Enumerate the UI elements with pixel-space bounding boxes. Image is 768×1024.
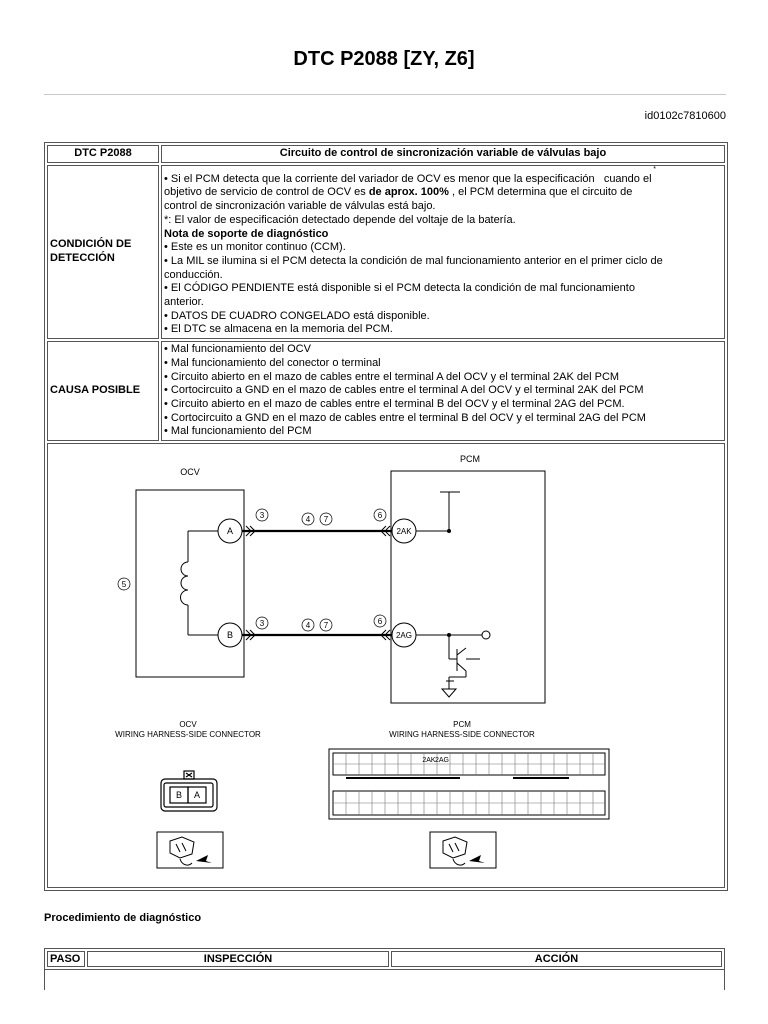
terminal-2ag-label: 2AG bbox=[395, 631, 413, 641]
ocv-connector-view-icon bbox=[157, 832, 223, 868]
callout-7: 7 bbox=[323, 515, 329, 525]
detection-row bbox=[47, 165, 725, 339]
cause-item: • Mal funcionamiento del PCM bbox=[164, 425, 312, 438]
pcm-connector-pin-grid bbox=[333, 753, 605, 815]
ocv-pin-a: A bbox=[193, 790, 201, 801]
document-id: id0102c7810600 bbox=[644, 110, 726, 122]
procedure-header-row bbox=[47, 951, 722, 967]
pcm-pin-2ak: 2AK bbox=[422, 757, 436, 765]
procedure-title: Procedimiento de diagnóstico bbox=[44, 912, 202, 924]
support-note-3a: • El CÓDIGO PENDIENTE está disponible si el PCM detecta la condición de mal funcionamiento bbox=[164, 282, 635, 295]
col-inspection: INSPECCIÓN bbox=[87, 951, 389, 967]
ocv-label: OCV bbox=[180, 467, 200, 478]
ocv-component-box bbox=[136, 490, 244, 677]
support-note-5: • El DTC se almacena en la memoria del PCM. bbox=[164, 323, 393, 336]
cause-item: • Mal funcionamiento del conector o terminal bbox=[164, 356, 381, 369]
support-note-3b: anterior. bbox=[164, 296, 204, 309]
procedure-table-right-edge bbox=[724, 970, 725, 990]
support-note-4: • DATOS DE CUADRO CONGELADO está disponible. bbox=[164, 309, 430, 322]
terminal-2ak-label: 2AK bbox=[396, 527, 412, 537]
cause-item: • Cortocircuito a GND en el mazo de cables entre el terminal A del OCV y el terminal 2AK del PCM bbox=[164, 384, 644, 397]
cause-item: • Cortocircuito a GND en el mazo de cables entre el terminal B del OCV y el terminal 2AG del PCM bbox=[164, 411, 646, 424]
ground-symbol bbox=[442, 689, 456, 697]
callout-5: 5 bbox=[121, 580, 127, 590]
ocv-pin-b: B bbox=[175, 790, 183, 801]
terminal-a-label: A bbox=[226, 526, 234, 537]
pcm-connector-view-icon bbox=[430, 832, 496, 868]
dtc-info-table bbox=[44, 142, 728, 891]
wiring-diagram-cell bbox=[47, 443, 725, 888]
detection-line-3: control de sincronización variable de válvulas está bajo. bbox=[164, 200, 436, 213]
pcm-component-box bbox=[391, 471, 545, 703]
ocv-coil-symbol bbox=[181, 562, 188, 605]
cause-row bbox=[47, 341, 725, 441]
pcm-connector-caption-1: PCM bbox=[453, 720, 471, 730]
callout-6: 6 bbox=[377, 511, 383, 521]
terminal-b-label: B bbox=[226, 630, 234, 641]
procedure-table bbox=[44, 948, 725, 970]
col-step: PASO bbox=[47, 951, 85, 967]
wiring-diagram bbox=[50, 445, 722, 881]
pcm-label: PCM bbox=[460, 454, 480, 465]
support-note-2b: conducción. bbox=[164, 268, 223, 281]
title-divider bbox=[44, 94, 726, 95]
callout-4: 4 bbox=[305, 515, 311, 525]
pcm-pin-2ag: 2AG bbox=[434, 757, 450, 765]
col-action: ACCIÓN bbox=[391, 951, 722, 967]
diagram-row bbox=[47, 443, 725, 888]
detection-content bbox=[161, 165, 725, 339]
detection-line-2: objetivo de servicio de control de OCV es de aprox. 100% , el PCM determina que el circuito de bbox=[164, 186, 633, 199]
detection-label: CONDICIÓN DE DETECCIÓN bbox=[47, 165, 159, 339]
cause-content bbox=[161, 341, 725, 441]
cause-label: CAUSA POSIBLE bbox=[47, 341, 159, 441]
detection-line-1: • Si el PCM detecta que la corriente del variador de OCV es menor que la especificación cuando el bbox=[164, 172, 652, 185]
dtc-description-cell: Circuito de control de sincronización variable de válvulas bajo bbox=[161, 145, 725, 163]
ocv-connector-caption-1: OCV bbox=[179, 720, 197, 730]
spec-asterisk: * bbox=[653, 165, 656, 173]
support-note-1: • Este es un monitor continuo (CCM). bbox=[164, 241, 346, 254]
page-title: DTC P2088 [ZY, Z6] bbox=[293, 48, 475, 70]
callout-3: 3 bbox=[259, 619, 265, 629]
procedure-table-left-edge bbox=[44, 970, 45, 990]
cause-item: • Circuito abierto en el mazo de cables entre el terminal A del OCV y el terminal 2AK del PCM bbox=[164, 370, 620, 383]
callout-3: 3 bbox=[259, 511, 265, 521]
header-row bbox=[47, 145, 725, 163]
ocv-connector-face bbox=[161, 771, 217, 811]
callout-4: 4 bbox=[305, 621, 311, 631]
callout-6: 6 bbox=[377, 617, 383, 627]
support-note-title: Nota de soporte de diagnóstico bbox=[164, 227, 329, 240]
callout-7: 7 bbox=[323, 621, 329, 631]
cause-item: • Mal funcionamiento del OCV bbox=[164, 343, 311, 356]
dtc-code-cell: DTC P2088 bbox=[47, 145, 159, 163]
support-note-2a: • La MIL se ilumina si el PCM detecta la condición de mal funcionamiento anterior en el primer ciclo de bbox=[164, 254, 663, 267]
cause-item: • Circuito abierto en el mazo de cables entre el terminal B del OCV y el terminal 2AG del PCM. bbox=[164, 397, 625, 410]
ocv-connector-caption-2: WIRING HARNESS-SIDE CONNECTOR bbox=[115, 730, 261, 740]
pcm-connector-caption-2: WIRING HARNESS-SIDE CONNECTOR bbox=[389, 730, 535, 740]
spec-note: *: El valor de especificación detectado depende del voltaje de la batería. bbox=[164, 213, 516, 226]
